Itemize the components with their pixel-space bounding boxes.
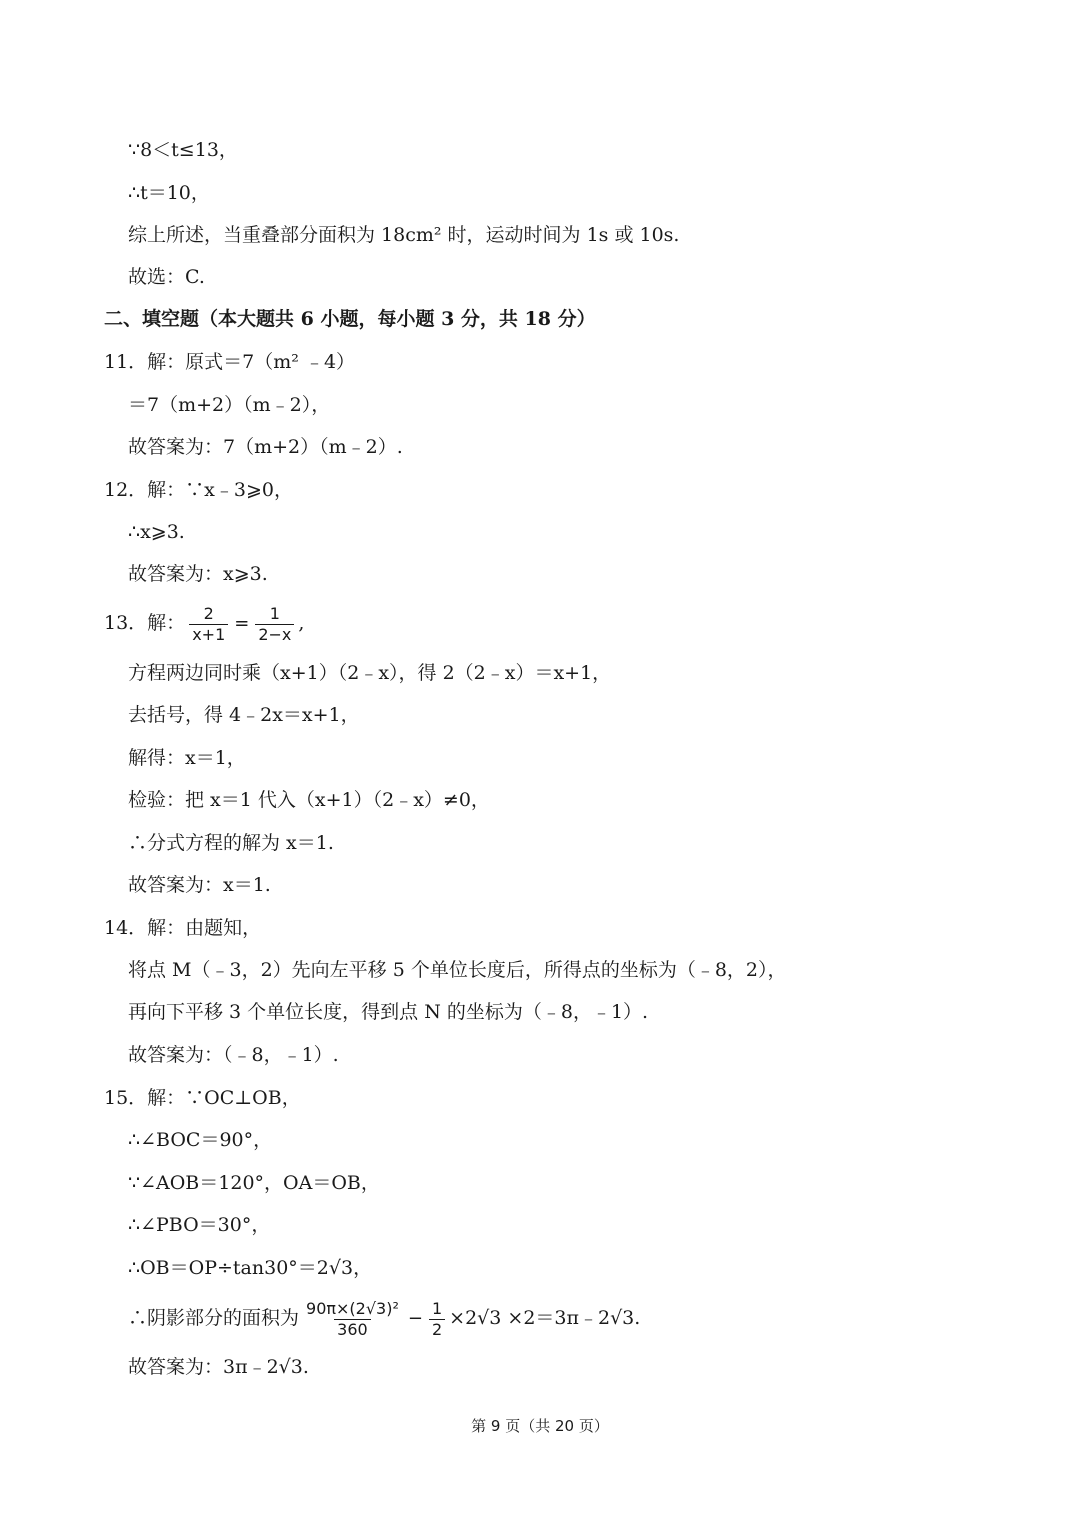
q15-line-2: ∴∠BOC＝90°，: [128, 1129, 273, 1151]
q15-line-3: ∵∠AOB＝120°，OA＝OB，: [128, 1172, 380, 1194]
line-condition: ∵8＜t≤13，: [128, 139, 238, 161]
q15-area-prefix: ∴阴影部分的面积为: [128, 1307, 300, 1329]
q11-line-2: ＝7（m+2）（m﹣2），: [128, 394, 331, 416]
q14-line-3: 再向下平移 3 个单位长度，得到点 N 的坐标为（﹣8，﹣1）.: [128, 1001, 649, 1023]
q11-line-1: 11．解：原式＝7（m² ﹣4）: [104, 351, 356, 373]
q13-step-3: 解得：x＝1，: [128, 747, 246, 769]
q15-half-numerator: 1: [431, 1298, 443, 1318]
q13-end-comma: ,: [298, 612, 305, 634]
q13-answer: 故答案为：x＝1.: [128, 874, 271, 896]
q13-equation-line: [104, 600, 304, 647]
q12-line-1: 12．解：∵x﹣3⩾0，: [104, 479, 293, 501]
q13-left-numerator: 2: [203, 603, 214, 623]
q15-line-1: 15．解：∵OC⊥OB，: [104, 1087, 301, 1109]
q14-line-2: 将点 M（﹣3，2）先向左平移 5 个单位长度后，所得点的坐标为（﹣8，2），: [128, 959, 787, 981]
q15-half-fraction: [429, 1299, 445, 1340]
q11-answer: 故答案为：7（m+2）（m﹣2）.: [128, 436, 403, 458]
q15-answer: 故答案为：3π﹣2√3.: [128, 1356, 309, 1378]
q13-check: 检验：把 x＝1 代入（x+1）（2﹣x）≠0，: [128, 789, 490, 811]
q15-sector-fraction: [303, 1299, 402, 1340]
q13-equals: =: [234, 613, 250, 634]
line-answer-choice: 故选：C.: [128, 266, 205, 288]
q13-prefix: 13．解：: [104, 612, 186, 634]
q15-minus: −: [407, 1308, 423, 1329]
q13-left-fraction: [189, 604, 228, 645]
q13-solution: ∴分式方程的解为 x＝1.: [128, 832, 334, 854]
q12-line-2: ∴x⩾3.: [128, 521, 185, 543]
q15-sector-denominator: 360: [334, 1319, 371, 1340]
q13-right-denominator: 2−x: [255, 624, 294, 645]
q13-left-denominator: x+1: [189, 624, 228, 645]
line-t-value: ∴t＝10，: [128, 182, 210, 204]
q14-answer: 故答案为：（﹣8，﹣1）.: [128, 1044, 339, 1066]
q14-line-1: 14．解：由题知，: [104, 917, 262, 939]
section-heading: 二、填空题（本大题共 6 小题，每小题 3 分，共 18 分）: [104, 308, 596, 330]
line-summary: 综上所述，当重叠部分面积为 18cm² 时，运动时间为 1s 或 10s.: [128, 224, 680, 246]
q13-step-1: 方程两边同时乘（x+1）（2﹣x），得 2（2﹣x）＝x+1，: [128, 662, 612, 684]
q15-line-5: ∴OB＝OP÷tan30°＝2√3，: [128, 1257, 373, 1279]
page-footer: 第 9 页（共 20 页）: [471, 1417, 609, 1435]
q15-area-line: [128, 1294, 640, 1343]
q13-right-fraction: [255, 604, 294, 645]
q15-line-4: ∴∠PBO＝30°，: [128, 1214, 271, 1236]
q13-step-2: 去括号，得 4﹣2x＝x+1，: [128, 704, 360, 726]
q15-sector-numerator: 90π×(2√3)²: [306, 1298, 399, 1318]
q13-right-numerator: 1: [269, 603, 280, 623]
q12-answer: 故答案为：x⩾3.: [128, 563, 268, 585]
q15-half-denominator: 2: [429, 1319, 445, 1340]
q15-area-rest: ×2√3 ×2＝3π﹣2√3.: [449, 1307, 641, 1329]
